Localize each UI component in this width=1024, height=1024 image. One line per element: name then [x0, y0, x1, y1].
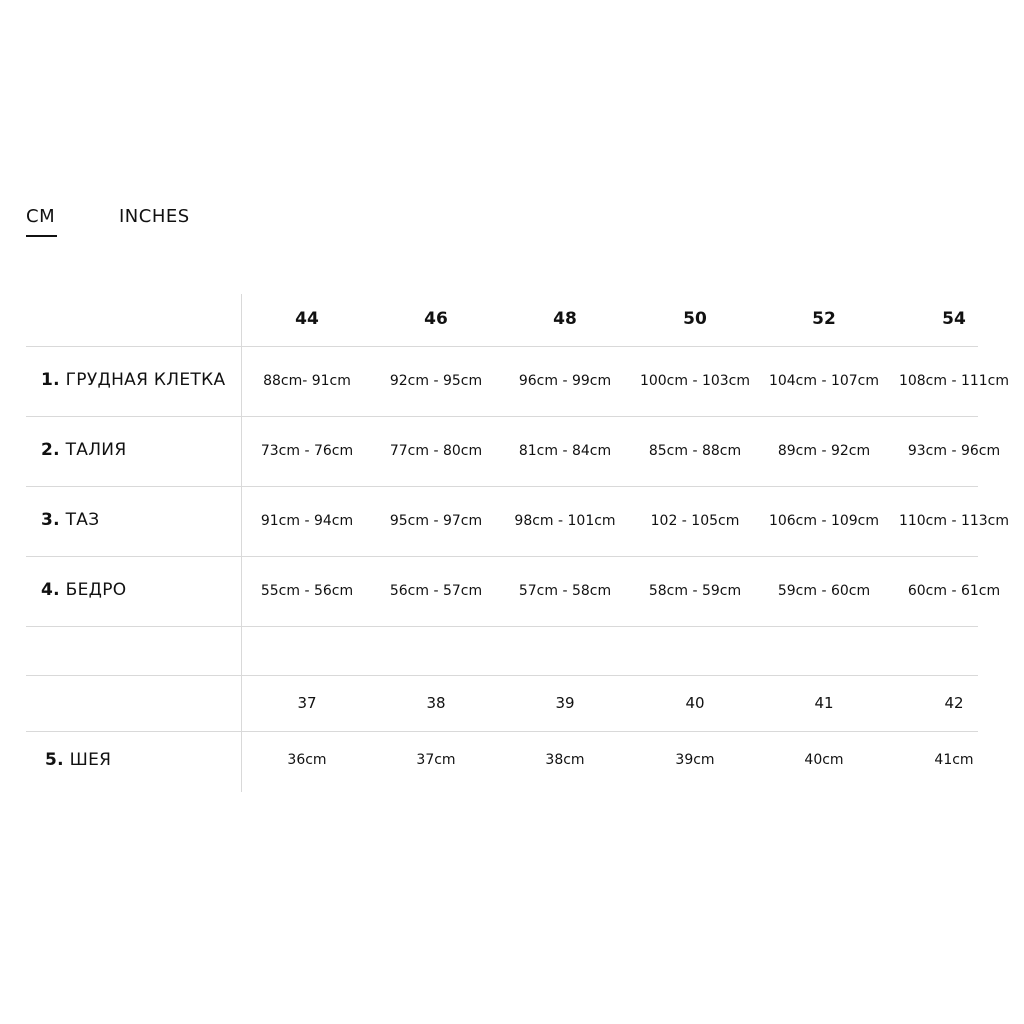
- row-label: [41, 440, 126, 460]
- table-cell: 38cm: [545, 752, 585, 768]
- tab-inches[interactable]: INCHES: [119, 206, 190, 227]
- row-divider: [26, 626, 978, 627]
- size-table: [26, 294, 1010, 792]
- table-cell: 81cm - 84cm: [518, 443, 612, 459]
- size-header-cell: 44: [295, 309, 319, 329]
- row-label-text: ШЕЯ: [69, 750, 112, 770]
- table-cell: 73cm - 76cm: [260, 443, 354, 459]
- table-cell: 100cm - 103cm: [639, 373, 751, 389]
- row-label-text: ГРУДНАЯ КЛЕТКА: [65, 370, 226, 390]
- table-cell: 36cm: [287, 752, 327, 768]
- row-label-text: БЕДРО: [65, 580, 127, 600]
- row-number: 3.: [41, 510, 60, 530]
- tab-cm[interactable]: CM: [26, 206, 56, 227]
- row-divider: [26, 416, 978, 417]
- table-cell: 39cm: [675, 752, 715, 768]
- row-label: [45, 750, 111, 770]
- table-cell: 56cm - 57cm: [389, 583, 483, 599]
- table-cell: 92cm - 95cm: [389, 373, 483, 389]
- table-cell: 95cm - 97cm: [389, 513, 483, 529]
- size-header-cell: 52: [812, 309, 836, 329]
- row-divider: [26, 731, 978, 732]
- size-header-cell: 46: [424, 309, 448, 329]
- table-cell: 102 - 105cm: [650, 513, 740, 529]
- table-cell: 41cm: [934, 752, 974, 768]
- row-label: [41, 580, 126, 600]
- neck-size-cell: 42: [944, 694, 964, 712]
- neck-size-cell: 40: [685, 694, 705, 712]
- table-cell: 55cm - 56cm: [260, 583, 354, 599]
- row-label: [41, 370, 225, 390]
- table-cell: 106cm - 109cm: [768, 513, 880, 529]
- row-divider: [26, 346, 978, 347]
- active-tab-indicator: [26, 235, 57, 237]
- neck-size-cell: 41: [814, 694, 834, 712]
- row-divider: [26, 486, 978, 487]
- table-cell: 40cm: [804, 752, 844, 768]
- table-cell: 60cm - 61cm: [907, 583, 1001, 599]
- row-number: 4.: [41, 580, 60, 600]
- table-cell: 37cm: [416, 752, 456, 768]
- neck-size-cell: 37: [297, 694, 317, 712]
- row-number: 1.: [41, 370, 60, 390]
- label-column-divider: [241, 294, 242, 792]
- row-label-text: ТАЗ: [65, 510, 100, 530]
- table-cell: 93cm - 96cm: [907, 443, 1001, 459]
- table-cell: 98cm - 101cm: [514, 513, 616, 529]
- table-cell: 89cm - 92cm: [777, 443, 871, 459]
- neck-size-cell: 38: [426, 694, 446, 712]
- row-number: 5.: [45, 750, 64, 770]
- neck-size-cell: 39: [555, 694, 575, 712]
- size-header-cell: 48: [553, 309, 577, 329]
- table-cell: 59cm - 60cm: [777, 583, 871, 599]
- size-header-cell: 54: [942, 309, 966, 329]
- row-label: [41, 510, 99, 530]
- row-divider: [26, 675, 978, 676]
- row-label-text: ТАЛИЯ: [65, 440, 127, 460]
- table-cell: 88cm- 91cm: [263, 373, 351, 389]
- row-divider: [26, 556, 978, 557]
- row-number: 2.: [41, 440, 60, 460]
- table-cell: 77cm - 80cm: [389, 443, 483, 459]
- table-cell: 108cm - 111cm: [898, 373, 1010, 389]
- table-cell: 57cm - 58cm: [518, 583, 612, 599]
- table-cell: 91cm - 94cm: [260, 513, 354, 529]
- table-cell: 96cm - 99cm: [518, 373, 612, 389]
- table-cell: 104cm - 107cm: [768, 373, 880, 389]
- table-cell: 85cm - 88cm: [648, 443, 742, 459]
- size-header-cell: 50: [683, 309, 707, 329]
- table-cell: 58cm - 59cm: [648, 583, 742, 599]
- table-cell: 110cm - 113cm: [898, 513, 1010, 529]
